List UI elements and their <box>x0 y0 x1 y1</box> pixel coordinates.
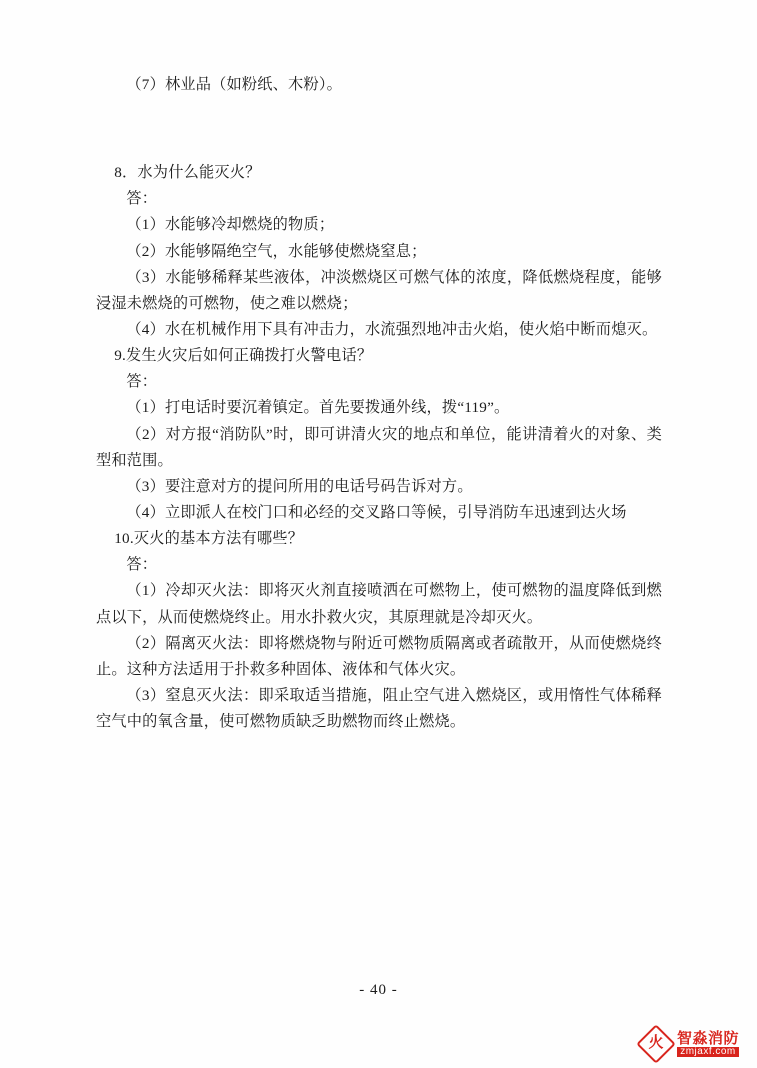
paragraph: （3）窒息灭火法：即采取适当措施，阻止空气进入燃烧区，或用惰性气体稀释空气中的氧含量，使可燃物质缺乏助燃物而终止燃烧。 <box>96 686 662 731</box>
watermark-text <box>677 1031 739 1057</box>
page-body <box>96 72 662 735</box>
paragraph: （4）立即派人在校门口和必经的交叉路口等候，引导消防车迅速到达火场 <box>126 503 627 521</box>
page-number: - 40 - <box>359 982 398 998</box>
paragraph: （1）冷却灭火法：即将灭火剂直接喷洒在可燃物上，使可燃物的温度降低到燃点以下，从而使燃烧终止。用水扑救火灾，其原理就是冷却灭火。 <box>96 582 662 626</box>
paragraph: （3）要注意对方的提问所用的电话号码告诉对方。 <box>126 477 473 495</box>
question-heading: 9.发生火灾后如何正确拨打火警电话？ <box>114 347 373 365</box>
flame-diamond-icon: 火 <box>640 1028 672 1060</box>
answer-label: 答： <box>126 556 158 574</box>
section-spacer <box>96 98 662 160</box>
answer-label: 答： <box>126 190 158 208</box>
paragraph: （1）水能够冷却燃烧的物质； <box>126 216 335 234</box>
watermark-subtitle: zmjaxf.com <box>677 1047 739 1058</box>
watermark-title: 智淼消防 <box>676 1029 739 1047</box>
paragraph: （7）林业品（如粉纸、木粉）。 <box>126 76 343 93</box>
question-heading: 8．水为什么能灭火？ <box>114 164 261 182</box>
paragraph: （2）对方报“消防队”时，即可讲清火灾的地点和单位，能讲清着火的对象、类型和范围。 <box>96 425 662 469</box>
paragraph: （3）水能够稀释某些液体，冲淡燃烧区可燃气体的浓度，降低燃烧程度，能够浸湿未燃烧的可燃物，使之难以燃烧； <box>96 268 662 312</box>
question-heading: 10.灭火的基本方法有哪些？ <box>114 530 304 548</box>
answer-label: 答： <box>126 373 158 391</box>
watermark <box>640 1028 739 1060</box>
paragraph: （2）隔离灭火法：即将燃烧物与附近可燃物质隔离或者疏散开，从而使燃烧终止。这种方法适用于扑救多种固体、液体和气体火灾。 <box>96 634 662 678</box>
paragraph: （4）水在机械作用下具有冲击力，水流强烈地冲击火焰，使火焰中断而熄灭。 <box>126 320 658 338</box>
paragraph: （2）水能够隔绝空气，水能够使燃烧窒息； <box>126 242 427 260</box>
paragraph: （1）打电话时要沉着镇定。首先要拨通外线，拨“119”。 <box>126 399 510 417</box>
